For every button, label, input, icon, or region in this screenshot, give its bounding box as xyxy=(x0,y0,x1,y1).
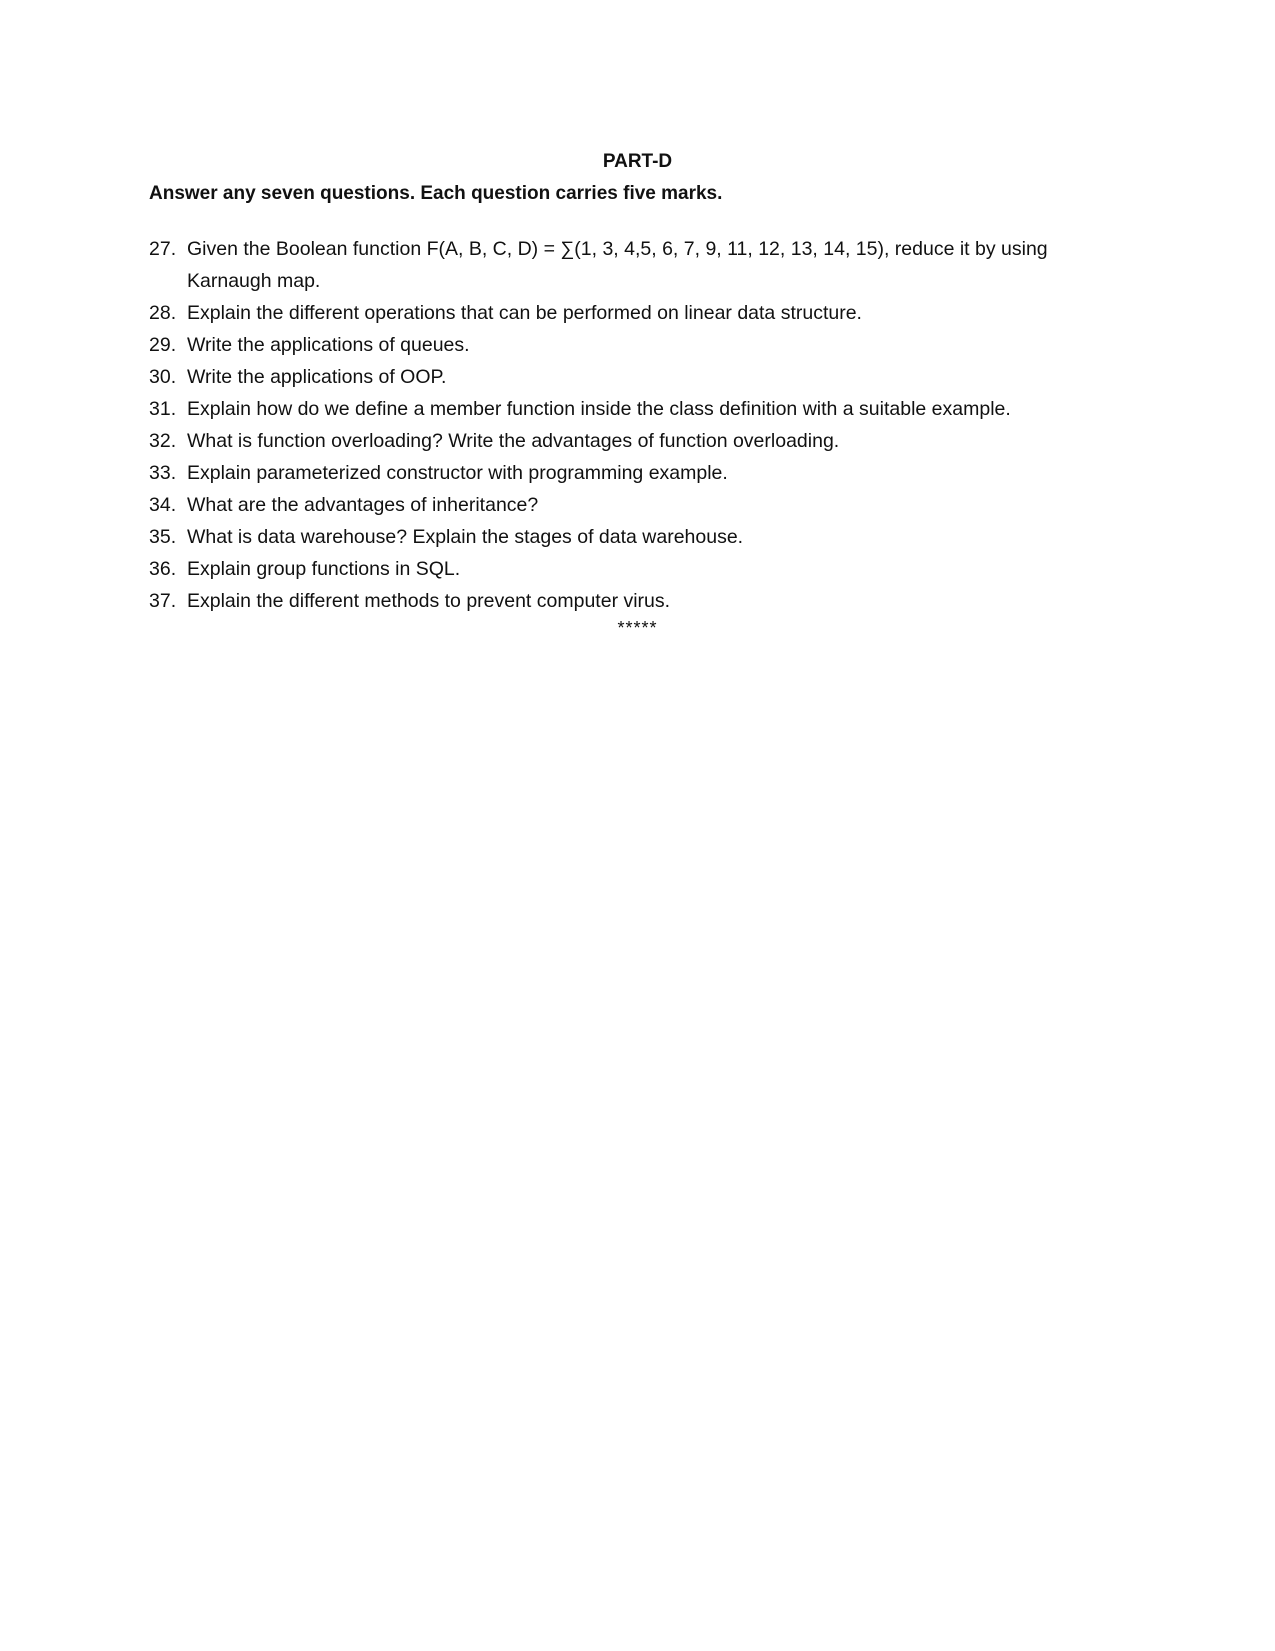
question-item xyxy=(149,521,1109,553)
question-item xyxy=(149,489,1109,521)
question-number: 29. xyxy=(149,334,177,356)
question-item xyxy=(149,553,1109,585)
question-number: 36. xyxy=(149,558,177,580)
question-text: Explain parameterized constructor with programming example. xyxy=(187,462,728,484)
question-text: Explain the different methods to prevent computer virus. xyxy=(187,590,671,612)
question-number: 33. xyxy=(149,462,177,484)
question-item xyxy=(149,393,1109,425)
question-item xyxy=(149,585,1109,617)
question-item xyxy=(149,329,1109,361)
question-item xyxy=(149,297,1109,329)
question-text: What is function overloading? Write the advantages of function overloading. xyxy=(187,430,840,452)
instruction-text: Answer any seven questions. Each question carries five marks. xyxy=(149,183,723,204)
question-number: 27. xyxy=(149,238,177,260)
question-text: What are the advantages of inheritance? xyxy=(187,494,539,516)
question-text: Explain the different operations that can be performed on linear data structure. xyxy=(187,302,862,324)
question-text: Explain group functions in SQL. xyxy=(187,558,461,580)
end-of-paper-mark: ***** xyxy=(617,618,658,638)
question-number: 32. xyxy=(149,430,177,452)
question-number: 35. xyxy=(149,526,177,548)
question-text: Given the Boolean function F(A, B, C, D) = ∑(1, 3, 4,5, 6, 7, 9, 11, 12, 13, 14, 15), reduce it by using Karnaugh map. xyxy=(187,238,1048,292)
question-list xyxy=(149,233,1109,617)
question-number: 28. xyxy=(149,302,177,324)
question-number: 31. xyxy=(149,398,177,420)
question-text: What is data warehouse? Explain the stages of data warehouse. xyxy=(187,526,744,548)
question-item xyxy=(149,361,1109,393)
question-number: 30. xyxy=(149,366,177,388)
question-item xyxy=(149,457,1109,489)
question-number: 34. xyxy=(149,494,177,516)
section-title: PART-D xyxy=(602,151,673,172)
question-text: Write the applications of OOP. xyxy=(187,366,447,388)
question-text: Write the applications of queues. xyxy=(187,334,470,356)
question-number: 37. xyxy=(149,590,177,612)
question-text: Explain how do we define a member function inside the class definition with a suitable example. xyxy=(187,398,1011,420)
question-item xyxy=(149,233,1109,297)
question-item xyxy=(149,425,1109,457)
